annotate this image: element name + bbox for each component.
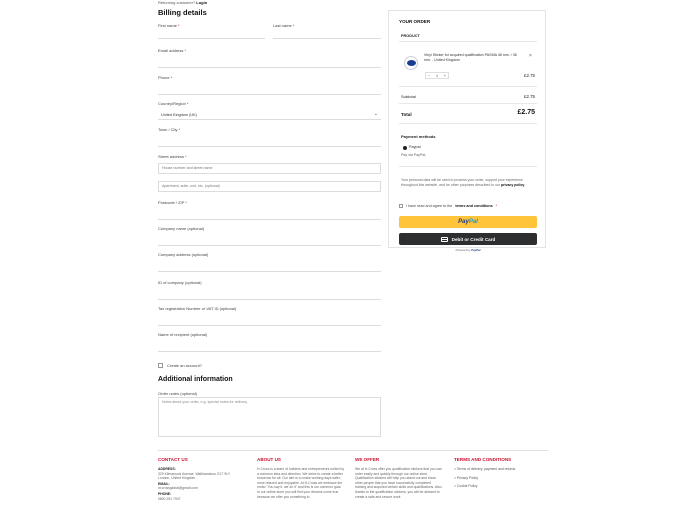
order-title: YOUR ORDER bbox=[399, 19, 431, 24]
footer-contact bbox=[158, 457, 243, 501]
email-label: Email address * bbox=[158, 48, 187, 53]
divider bbox=[399, 86, 537, 87]
town-input[interactable] bbox=[158, 146, 381, 147]
product-thumbnail bbox=[404, 56, 418, 70]
footer-about-text: H-Cross is a team of builders and entrepreneurs united by a common idea and direction. We strive to create a better tomorrow for all. Our aim is to make working days safer, more relaxed and enjoyable. At H-Cross we embrace the motto "You say it, we do it" and this is our common goal. In our online store you will find your dreams come true because we offer you something to bbox=[257, 467, 345, 499]
terms-row[interactable] bbox=[399, 204, 497, 208]
footer-offer-text: We at H-Cross offer you qualification stickers that you can order easily and quickly through our online store. Qualification stickers will help you stand out and show other people that you have successfully completed training and acquired certain skills and qualifications. Also, thanks to the qualification stickers, you will be allowed to create a safe and secure work bbox=[355, 467, 443, 499]
login-link[interactable]: Login bbox=[196, 0, 208, 5]
footer-address: 329 Kilmarnock Avenue, Walthamstow, E17 9LY London, United Kingdom bbox=[158, 471, 231, 481]
vat-input[interactable] bbox=[158, 325, 381, 326]
privacy-policy-link[interactable]: privacy policy bbox=[501, 183, 525, 187]
footer-link-cookie[interactable]: > Cookie Policy bbox=[454, 484, 478, 489]
paypal-button[interactable] bbox=[399, 216, 537, 228]
footer-offer bbox=[355, 457, 443, 525]
chevron-down-icon: ⌄ bbox=[373, 111, 378, 117]
footer-address-label: ADDRESS: bbox=[158, 467, 176, 471]
footer-email[interactable]: hr.crossglobal@gmail.com bbox=[158, 486, 198, 491]
company-name-label: Company name (optional) bbox=[158, 226, 205, 231]
postcode-label: Postcode / ZIP * bbox=[158, 200, 187, 205]
paypal-option-label[interactable]: Paypal bbox=[409, 145, 421, 149]
footer-offer-title: WE OFFER bbox=[355, 457, 380, 462]
terms-link[interactable]: terms and conditions bbox=[455, 204, 493, 208]
paypal-description: Pay via PayPal; bbox=[401, 153, 427, 157]
street2-placeholder: Apartment, suite, unit, etc. (optional) bbox=[162, 184, 220, 188]
company-id-input[interactable] bbox=[158, 299, 381, 300]
postcode-input[interactable] bbox=[158, 219, 381, 220]
street-placeholder: House number and street name bbox=[162, 166, 213, 170]
total-label: Total bbox=[401, 112, 412, 117]
company-name-input[interactable] bbox=[158, 245, 381, 246]
credit-card-icon bbox=[441, 237, 448, 242]
terms-checkbox[interactable] bbox=[399, 204, 403, 208]
total-value: £2.75 bbox=[517, 109, 535, 116]
create-account-checkbox[interactable] bbox=[158, 363, 163, 368]
qty-value: 1 bbox=[436, 73, 438, 78]
footer-about-title: ABOUT US bbox=[257, 457, 281, 462]
company-address-input[interactable] bbox=[158, 271, 381, 272]
footer-terms-title: TERMS AND CONDITIONS bbox=[454, 457, 512, 462]
last-name-input[interactable] bbox=[273, 38, 381, 39]
paypal-pal-text: Pal bbox=[468, 219, 478, 225]
footer-link-delivery[interactable]: > Terms of delivery, payment and returns bbox=[454, 467, 516, 471]
paypal-pay-text: Pay bbox=[458, 219, 469, 225]
email-input[interactable] bbox=[158, 67, 381, 68]
returning-customer-note bbox=[158, 0, 207, 5]
returning-customer-text: Returning customer? bbox=[158, 0, 196, 5]
order-notes-placeholder: Notes about your order, e.g. special notes for delivery. bbox=[162, 400, 248, 404]
last-name-label: Last name * bbox=[273, 23, 295, 28]
footer-email-label: EMAIL: bbox=[158, 481, 170, 486]
recipient-input[interactable] bbox=[158, 351, 381, 352]
country-select[interactable] bbox=[158, 110, 381, 120]
footer-divider bbox=[158, 450, 548, 451]
phone-label: Phone * bbox=[158, 75, 173, 80]
divider bbox=[399, 103, 537, 104]
first-name-label: First name * bbox=[158, 23, 180, 28]
footer-contact-title: CONTACT US bbox=[158, 457, 188, 462]
country-label: Country/Region * bbox=[158, 101, 189, 106]
order-summary-panel bbox=[388, 10, 546, 252]
additional-info-title: Additional information bbox=[158, 376, 233, 383]
terms-text: I have read and agree to the bbox=[406, 204, 453, 208]
powered-by-paypal: Powered by PayPal bbox=[455, 248, 481, 252]
card-button-label: Debit or Credit Card bbox=[451, 236, 496, 242]
payment-methods-header: Payment methods bbox=[401, 134, 436, 139]
product-name: Vinyl Sticker for acquired qualification PASMA 48 mm. / 36 mm. - United Kingdom bbox=[424, 53, 517, 62]
paypal-radio[interactable] bbox=[403, 146, 407, 150]
vat-label: Tax registration Number or VAT ID (optional) bbox=[158, 306, 237, 311]
town-label: Town / City * bbox=[158, 127, 181, 132]
create-account-row[interactable] bbox=[158, 363, 202, 368]
card-button[interactable] bbox=[399, 233, 537, 245]
street-label: Street address * bbox=[158, 154, 187, 159]
privacy-notice: Your personal data will be used to process your order, support your experience throughout this website, and for other purposes described in our privacy policy. bbox=[401, 178, 526, 187]
remove-item-icon[interactable]: × bbox=[529, 53, 532, 59]
first-name-input[interactable] bbox=[158, 38, 265, 39]
country-value: United Kingdom (UK) bbox=[161, 113, 197, 117]
qty-plus-button[interactable]: + bbox=[443, 73, 446, 78]
quantity-stepper[interactable] bbox=[425, 72, 449, 79]
footer-link-privacy[interactable]: > Privacy Policy bbox=[454, 475, 479, 480]
company-id-label: ID of company (optional) bbox=[158, 280, 202, 285]
qty-minus-button[interactable]: − bbox=[428, 73, 431, 78]
terms-required: * bbox=[495, 204, 498, 208]
recipient-label: Name of recipient (optional) bbox=[158, 332, 208, 337]
subtotal-label: Subtotal bbox=[401, 94, 416, 99]
privacy-text: Your personal data will be used to process your order, support your experience throughout this website, and for other purposes described in our bbox=[401, 178, 523, 187]
divider bbox=[399, 41, 537, 42]
divider bbox=[399, 123, 537, 124]
line-price: £2.75 bbox=[524, 73, 535, 78]
divider bbox=[399, 166, 537, 167]
footer-phone[interactable]: 0800 291 7947 bbox=[158, 496, 181, 501]
footer-terms bbox=[454, 457, 548, 493]
billing-title: Billing details bbox=[158, 8, 207, 17]
subtotal-value: £2.75 bbox=[524, 94, 535, 99]
company-address-label: Company address (optional) bbox=[158, 252, 209, 257]
footer-phone-label: PHONE: bbox=[158, 491, 172, 496]
product-header: PRODUCT bbox=[401, 34, 420, 38]
order-notes-textarea[interactable] bbox=[158, 397, 381, 437]
create-account-label: Create an account? bbox=[167, 363, 202, 368]
order-notes-label: Order notes (optional) bbox=[158, 391, 197, 396]
footer-about bbox=[257, 457, 345, 525]
phone-input[interactable] bbox=[158, 94, 381, 95]
